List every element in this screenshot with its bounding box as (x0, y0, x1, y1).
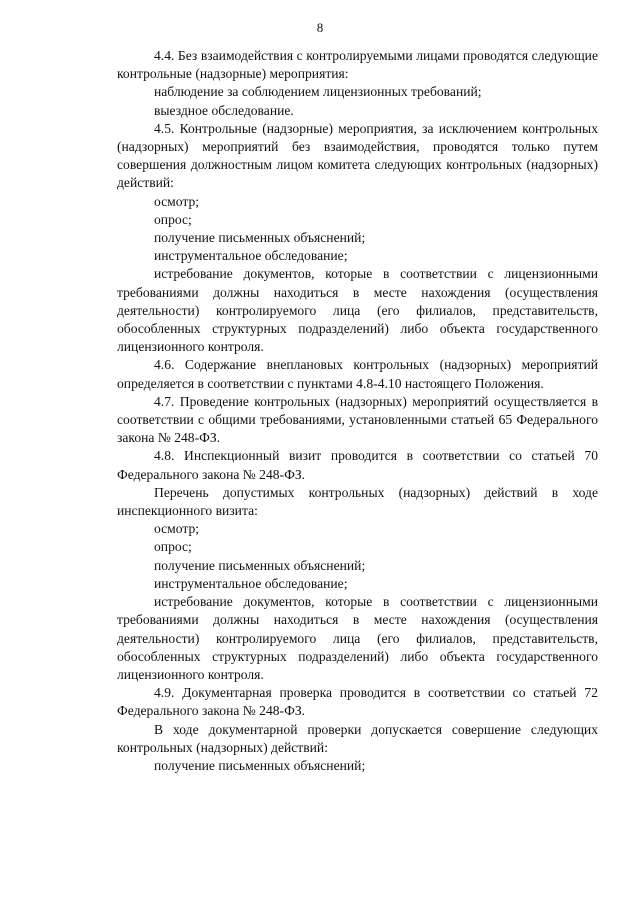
page-number: 8 (316, 20, 324, 35)
paragraph: В ходе документарной проверки допускается совершение следующих контрольных (надзорных) действий: (117, 721, 598, 755)
list-item: инструментальное обследование; (154, 575, 348, 591)
paragraph: Перечень допустимых контрольных (надзорных) действий в ходе инспекционного визита: (117, 484, 598, 519)
list-item: истребование документов, которые в соответствии с лицензионными требованиями должны находиться в месте нахождения (осуществления деятельности) контролируемого лица (его филиалов, представительств, обособленных структурных подразделений) либо объекта государственного лицензионного контроля. (117, 266, 598, 355)
document-body (117, 47, 598, 775)
list-item: осмотр; (154, 521, 200, 537)
list-item: наблюдение за соблюдением лицензионных требований; (154, 84, 482, 100)
list-item: опрос; (154, 539, 192, 555)
paragraph-4-6: 4.6. Содержание внеплановых контрольных (надзорных) мероприятий определяется в соответствии с пунктами 4.8-4.10 настоящего Положения. (117, 357, 598, 391)
list-item: получение письменных объяснений; (154, 557, 366, 573)
paragraph-4-4: 4.4. Без взаимодействия с контролируемыми лицами проводятся следующие контрольные (надзорные) мероприятия: (117, 48, 598, 82)
list-item: инструментальное обследование; (154, 248, 348, 264)
list-item: получение письменных объяснений; (154, 230, 366, 246)
list-item: получение письменных объяснений; (154, 757, 366, 773)
paragraph-4-7: 4.7. Проведение контрольных (надзорных) мероприятий осуществляется в соответствии с общими требованиями, установленными статьей 65 Федерального закона № 248-ФЗ. (117, 393, 598, 446)
list-item: выездное обследование. (154, 102, 294, 118)
paragraph-4-9: 4.9. Документарная проверка проводится в соответствии со статьей 72 Федерального закона № 248-ФЗ. (117, 685, 598, 719)
paragraph-4-8: 4.8. Инспекционный визит проводится в соответствии со статьей 70 Федерального закона № 248-ФЗ. (117, 448, 598, 482)
paragraph-4-5: 4.5. Контрольные (надзорные) мероприятия, за исключением контрольных (надзорных) мероприятий без взаимодействия, проводятся только путем совершения должностным лицом комитета следующих контрольных (надзорных) действий: (117, 120, 598, 191)
list-item: истребование документов, которые в соответствии с лицензионными требованиями должны находиться в месте нахождения (осуществления деятельности) контролируемого лица (его филиалов, представительств, обособленных структурных подразделений) либо объекта государственного лицензионного контроля. (117, 594, 598, 682)
list-item: осмотр; (154, 193, 200, 209)
list-item: опрос; (154, 211, 192, 227)
